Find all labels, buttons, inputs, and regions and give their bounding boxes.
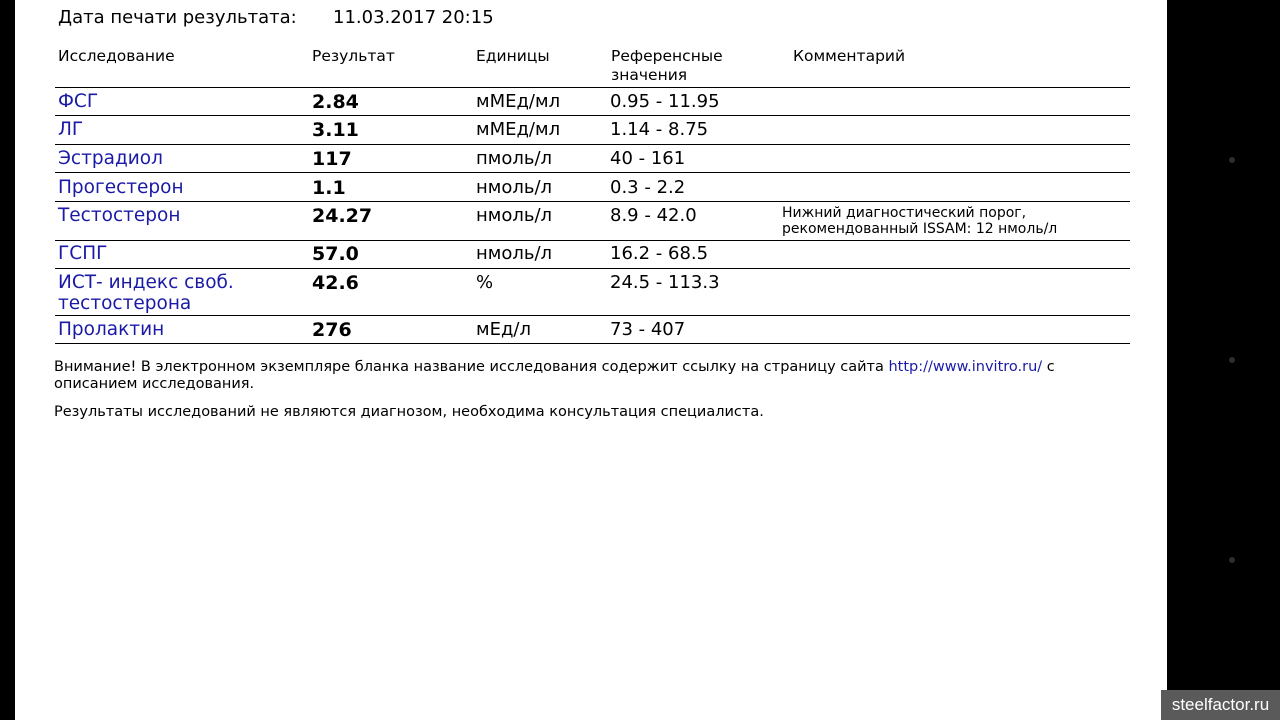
print-date-label: Дата печати результата: bbox=[58, 7, 297, 28]
reference-value: 40 - 161 bbox=[610, 148, 686, 169]
test-link-free-testosterone-index[interactable] bbox=[58, 272, 234, 314]
units-value: % bbox=[476, 272, 494, 293]
page-indicator-dot[interactable] bbox=[1229, 157, 1235, 163]
test-link-testosterone[interactable]: Тестостерон bbox=[58, 205, 181, 226]
comment-line2: рекомендованный ISSAM: 12 нмоль/л bbox=[782, 221, 1058, 237]
attention-note bbox=[54, 359, 1114, 393]
comment-line1: Нижний диагностический порог, bbox=[782, 205, 1027, 221]
column-header-result: Результат bbox=[312, 47, 395, 65]
column-header-reference-line2: значения bbox=[611, 66, 688, 84]
reference-value: 0.95 - 11.95 bbox=[610, 91, 720, 112]
column-header-reference-line1: Референсные bbox=[611, 47, 723, 65]
column-header-reference bbox=[611, 47, 723, 85]
row-divider bbox=[55, 201, 1130, 202]
result-value: 42.6 bbox=[312, 272, 359, 294]
test-link-fsh[interactable]: ФСГ bbox=[58, 91, 99, 112]
column-header-units: Единицы bbox=[476, 47, 550, 65]
units-value: мМЕд/мл bbox=[476, 119, 561, 140]
reference-value: 8.9 - 42.0 bbox=[610, 205, 697, 226]
reference-value: 16.2 - 68.5 bbox=[610, 243, 709, 264]
reference-value: 0.3 - 2.2 bbox=[610, 177, 686, 198]
reference-value: 24.5 - 113.3 bbox=[610, 272, 720, 293]
page-indicator-dot[interactable] bbox=[1229, 557, 1235, 563]
reference-value: 73 - 407 bbox=[610, 319, 686, 340]
results-document bbox=[15, 0, 1167, 720]
result-value: 24.27 bbox=[312, 205, 373, 227]
units-value: мЕд/л bbox=[476, 319, 531, 340]
row-divider bbox=[55, 240, 1130, 241]
test-name-line1: ИСТ- индекс своб. bbox=[58, 272, 234, 293]
column-header-comment: Комментарий bbox=[793, 47, 906, 65]
print-date-value: 11.03.2017 20:15 bbox=[333, 7, 494, 28]
units-value: пмоль/л bbox=[476, 148, 553, 169]
units-value: нмоль/л bbox=[476, 205, 553, 226]
result-value: 276 bbox=[312, 319, 352, 341]
disclaimer-note: Результаты исследований не являются диагнозом, необходима консультация специалиста. bbox=[54, 404, 764, 420]
left-frame-edge bbox=[0, 0, 15, 720]
site-watermark: steelfactor.ru bbox=[1161, 690, 1280, 720]
result-value: 2.84 bbox=[312, 91, 359, 113]
test-link-shbg[interactable]: ГСПГ bbox=[58, 243, 108, 264]
row-divider bbox=[55, 87, 1130, 88]
row-divider bbox=[55, 315, 1130, 316]
test-link-estradiol[interactable]: Эстрадиол bbox=[58, 148, 163, 169]
attention-text-before: Внимание! В электронном экземпляре бланка название исследования содержит ссылку на страницу сайта bbox=[54, 359, 889, 375]
units-value: нмоль/л bbox=[476, 243, 553, 264]
row-divider bbox=[55, 268, 1130, 269]
test-link-prolactin[interactable]: Пролактин bbox=[58, 319, 165, 340]
row-divider bbox=[55, 144, 1130, 145]
page-indicator-dot[interactable] bbox=[1229, 357, 1235, 363]
row-divider bbox=[55, 343, 1130, 344]
row-divider bbox=[55, 115, 1130, 116]
result-value: 3.11 bbox=[312, 119, 359, 141]
row-divider bbox=[55, 172, 1130, 173]
column-header-test: Исследование bbox=[58, 47, 175, 65]
result-value: 117 bbox=[312, 148, 352, 170]
result-value: 57.0 bbox=[312, 243, 359, 265]
units-value: нмоль/л bbox=[476, 177, 553, 198]
units-value: мМЕд/мл bbox=[476, 91, 561, 112]
test-link-progesterone[interactable]: Прогестерон bbox=[58, 177, 184, 198]
reference-value: 1.14 - 8.75 bbox=[610, 119, 709, 140]
test-link-lh[interactable]: ЛГ bbox=[58, 119, 84, 140]
result-value: 1.1 bbox=[312, 177, 346, 199]
invitro-link[interactable]: http://www.invitro.ru/ bbox=[888, 359, 1043, 375]
attention-text-after: с описанием исследования. bbox=[54, 359, 1055, 392]
test-name-line2: тестостерона bbox=[58, 293, 192, 314]
comment-text bbox=[782, 205, 1057, 237]
